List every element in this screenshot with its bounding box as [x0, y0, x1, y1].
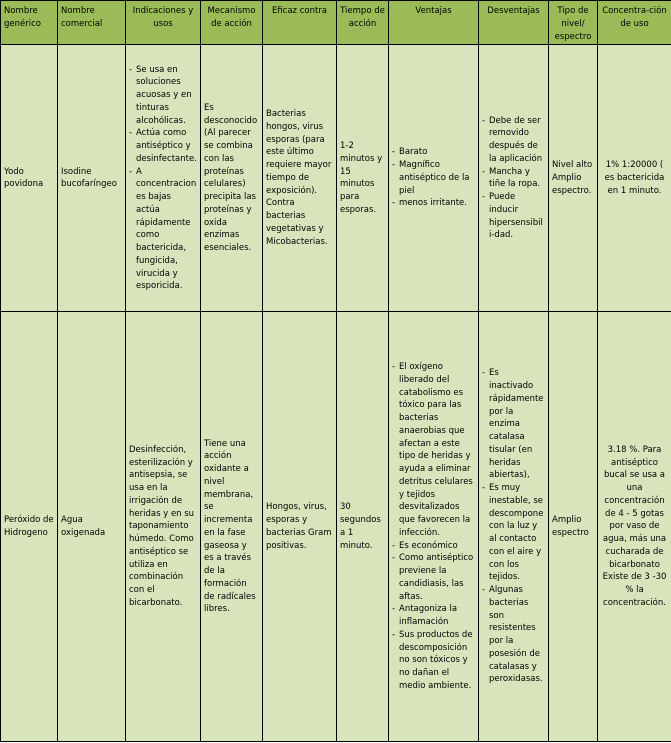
level-spectrum-cell: Nivel alto Amplio espectro.: [549, 45, 598, 312]
list-item: - menos irritante.: [392, 197, 475, 210]
table-row: [1, 45, 671, 312]
disadvantages-cell: [479, 312, 549, 742]
list-item: - Es inactivado rápidamente por la enzima catalasa tisular (en heridas abiertas),: [482, 367, 545, 482]
list-item: - Magnífico antiséptico de la piel: [392, 159, 475, 197]
action-time-cell: 1-2 minutos y 15 minutos para esporas.: [337, 45, 389, 312]
concentration-cell: 1% 1:20000 ( es bactericida en 1 minuto.: [598, 45, 671, 312]
commercial-name-cell: Isodine bucofaríngeo: [58, 45, 126, 312]
advantages-cell: [389, 312, 479, 742]
header-cell: Nombre comercial: [58, 1, 126, 45]
uses-list: [129, 64, 197, 294]
list-item: - El oxígeno liberado del catabolismo es tóxico para las bacterias anaerobias que afectan a este tipo de heridas y ayuda a eliminar detritus celulares y tejidos desvitalizados que favorecen la infección.: [392, 361, 475, 540]
uses-cell: [126, 45, 201, 312]
list-item: - Como antiséptico previene la candidiasis, las aftas.: [392, 552, 475, 603]
header-cell: Tipo de nivel/ espectro: [549, 1, 598, 45]
action-time-cell: 30 segundos a 1 minuto.: [337, 312, 389, 742]
mechanism-cell: Tiene una acción oxidante a nivel membrana, se incrementa en la fase gaseosa y es a través de la formación de radícales libres.: [201, 312, 263, 742]
list-item: - Debe de ser removido después de la aplicación: [482, 115, 545, 166]
advantages-cell: [389, 45, 479, 312]
header-cell: Indicaciones y usos: [126, 1, 201, 45]
list-item: - Se usa en soluciones acuosas y en tinturas alcohólicas.: [129, 64, 197, 128]
header-cell: Concentra-ción de uso: [598, 1, 671, 45]
header-row: [1, 1, 671, 45]
disadvantages-list: [482, 115, 545, 243]
list-item: - Barato: [392, 146, 475, 159]
list-item: - Es económico: [392, 540, 475, 553]
mechanism-cell: Es desconocido (Al parecer se combina con las proteínas celulares) precipita las proteínas y oxida enzimas esenciales.: [201, 45, 263, 312]
level-spectrum-cell: Amplio espectro: [549, 312, 598, 742]
disadvantages-list: [482, 367, 545, 686]
list-item: - Puede inducir hipersensibili-dad.: [482, 191, 545, 242]
header-cell: Desventajas: [479, 1, 549, 45]
commercial-name-cell: Agua oxigenada: [58, 312, 126, 742]
header-cell: Ventajas: [389, 1, 479, 45]
table-row: [1, 312, 671, 742]
disadvantages-cell: [479, 45, 549, 312]
header-cell: Nombre genérico: [1, 1, 58, 45]
header-cell: Eficaz contra: [263, 1, 337, 45]
generic-name-cell: Yodo povidona: [1, 45, 58, 312]
effective-against-cell: Bacterias hongos, virus esporas (para este último requiere mayor tiempo de exposición). Contra bacterias vegetativas y Micobacterias.: [263, 45, 337, 312]
list-item: - Sus productos de descomposición no son tóxicos y no dañan el medio ambiente.: [392, 629, 475, 693]
header-cell: Tiempo de acción: [337, 1, 389, 45]
uses-cell: Desinfección, esterilización y antisepsia, se usa en la irrigación de heridas y en su taponamiento húmedo. Como antiséptico se utiliza en combinación con el bicarbonato.: [126, 312, 201, 742]
list-item: - Algunas bacterias son resistentes por la posesión de catalasas y peroxidasas.: [482, 584, 545, 686]
generic-name-cell: Peróxido de Hidrogeno: [1, 312, 58, 742]
list-item: - Es muy inestable, se descompone con la luz y al contacto con el aire y con los tejidos.: [482, 482, 545, 584]
list-item: - A concentraciones bajas actúa rápidamente como bactericida, fungicida, virucida y esporicida.: [129, 166, 197, 294]
list-item: - Mancha y tiñe la ropa.: [482, 166, 545, 192]
list-item: - Antagoniza la inflamación: [392, 603, 475, 629]
header-cell: Mecanismo de acción: [201, 1, 263, 45]
advantages-list: [392, 146, 475, 210]
effective-against-cell: Hongos, virus, esporas y bacterias Gram positivas.: [263, 312, 337, 742]
advantages-list: [392, 361, 475, 693]
concentration-cell: 3.18 %. Para antiséptico bucal se usa a una concentración de 4 - 5 gotas por vaso de agua, más una cucharada de bicarbonato Existe de 3 -30 % la concentración.: [598, 312, 671, 742]
list-item: - Actúa como antiséptico y desinfectante.: [129, 127, 197, 165]
